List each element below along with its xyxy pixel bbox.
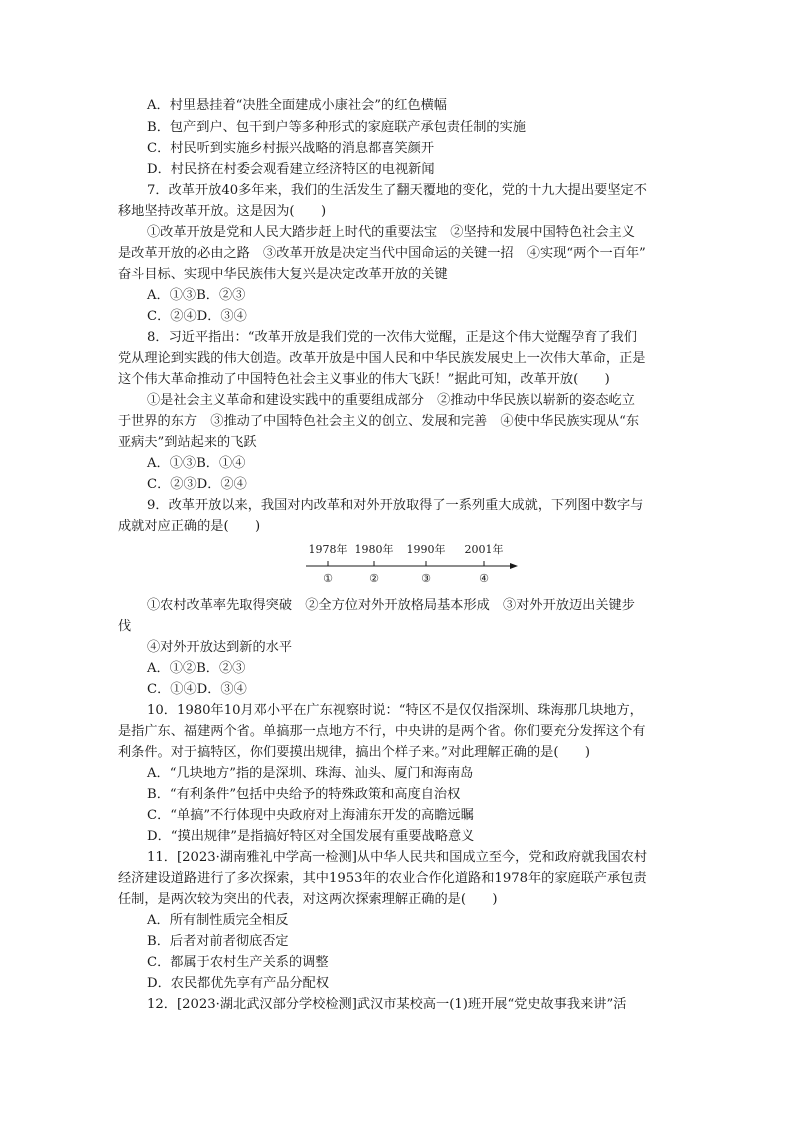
q8-options-cd: C．②③D．②④ [147,477,247,492]
question-9-line1: 9．改革开放以来，我国对内改革和对外开放取得了一系列重大成就，下列图中数字与 [147,498,644,513]
timeline-marker-2: ② [369,572,379,585]
option-11d: D．农民都优先享有产品分配权 [147,976,330,991]
timeline-marker-1: ① [323,572,333,585]
q8-statements-line2: 于世界的东方 ③推动了中国特色社会主义的创立、发展和完善 ④使中华民族实现从“东 [118,414,640,429]
q9-statements-line3: ④对外开放达到新的水平 [147,640,293,655]
q9-options-ab: A．①②B．②③ [147,661,246,676]
q9-statements-line1: ①农村改革率先取得突破 ②全方位对外开放格局基本形成 ③对外开放迈出关键步 [147,598,635,613]
timeline-marker-4: ④ [479,572,489,585]
option-6a: A．村里悬挂着“决胜全面建成小康社会”的红色横幅 [147,98,447,113]
question-12-line1: 12．[2023·湖北武汉部分学校检测]武汉市某校高一(1)班开展“党史故事我来讲”活 [147,997,627,1012]
timeline-year-1: 1978年 [308,543,348,556]
question-9-line2: 成就对应正确的是( ) [118,519,261,534]
question-8-line2: 党从理论到实践的伟大创造。改革开放是中国人民和中华民族发展史上一次伟大革命，正是 [118,351,646,366]
option-10d: D．“摸出规律”是指搞好特区对全国发展有重要战略意义 [147,829,475,844]
option-11c: C．都属于农村生产关系的调整 [147,955,329,970]
option-10c: C．“单搞”不行体现中央政府对上海浦东开发的高瞻远瞩 [147,808,474,823]
question-8-line1: 8．习近平指出：“改革开放是我们党的一次伟大觉醒，正是这个伟大觉醒孕育了我们 [147,330,637,345]
q7-statements-line2: 是改革开放的必由之路 ③改革开放是决定当代中国命运的关键一招 ④实现“两个一百年” [118,246,646,261]
question-10-line3: 利条件。对于搞特区，你们要摸出规律，搞出个样子来。”对此理解正确的是( ) [118,745,590,760]
option-10a: A．“几块地方”指的是深圳、珠海、汕头、厦门和海南岛 [147,766,474,781]
question-11-line2: 经济建设道路进行了多次探索，其中1953年的农业合作化道路和1978年的家庭联产承包责 [118,871,647,886]
q9-statements-line2: 伐 [118,619,132,634]
q9-options-cd: C．①④D．③④ [147,682,247,697]
q8-options-ab: A．①③B．①④ [147,456,246,471]
option-6d: D．村民挤在村委会观看建立经济特区的电视新闻 [147,162,435,177]
timeline-year-3: 1990年 [406,543,446,556]
question-10-line1: 10．1980年10月邓小平在广东视察时说：“特区不是仅仅指深圳、珠海那几块地方， [147,703,643,718]
option-10b: B．“有利条件”包括中央给予的特殊政策和高度自治权 [147,787,461,802]
question-10-line2: 是指广东、福建两个省。单搞那一点地方不行，中央讲的是两个省。你们要充分发挥这个有 [118,724,646,739]
question-8-line3: 这个伟大革命推动了中国特色社会主义事业的伟大飞跃！”据此可知，改革开放( ) [118,372,610,387]
q8-statements-line3: 亚病夫”到站起来的飞跃 [118,435,257,450]
timeline-arrow-icon [510,563,518,569]
question-11-line1: 11．[2023·湖南雅礼中学高一检测]从中华人民共和国成立至今，党和政府就我国农村 [147,850,648,865]
q7-options-cd: C．②④D．③④ [147,309,247,324]
q7-statements-line3: 奋斗目标、实现中华民族伟大复兴是决定改革开放的关键 [118,267,448,282]
q8-statements-line1: ①是社会主义革命和建设实践中的重要组成部分 ②推动中华民族以崭新的姿态屹立 [147,393,635,408]
q7-statements-line1: ①改革开放是党和人民大踏步赶上时代的重要法宝 ②坚持和发展中国特色社会主义 [147,225,635,240]
q7-options-ab: A．①③B．②③ [147,288,246,303]
option-6c: C．村民听到实施乡村振兴战略的消息都喜笑颜开 [147,141,435,156]
timeline-year-2: 1980年 [354,543,394,556]
question-11-line3: 任制，是两次较为突出的代表，对这两次探索理解正确的是( ) [118,892,498,907]
timeline-figure [300,540,530,588]
option-6b: B．包产到户、包干到户等多种形式的家庭联产承包责任制的实施 [147,120,526,135]
question-7-line2: 移地坚持改革开放。这是因为( ) [118,204,327,219]
option-11b: B．后者对前者彻底否定 [147,934,289,949]
question-7-line1: 7．改革开放40多年来，我们的生活发生了翻天覆地的变化，党的十九大提出要坚定不 [147,183,647,198]
timeline-year-4: 2001年 [464,543,504,556]
option-11a: A．所有制性质完全相反 [147,913,289,928]
timeline-marker-3: ③ [421,572,431,585]
